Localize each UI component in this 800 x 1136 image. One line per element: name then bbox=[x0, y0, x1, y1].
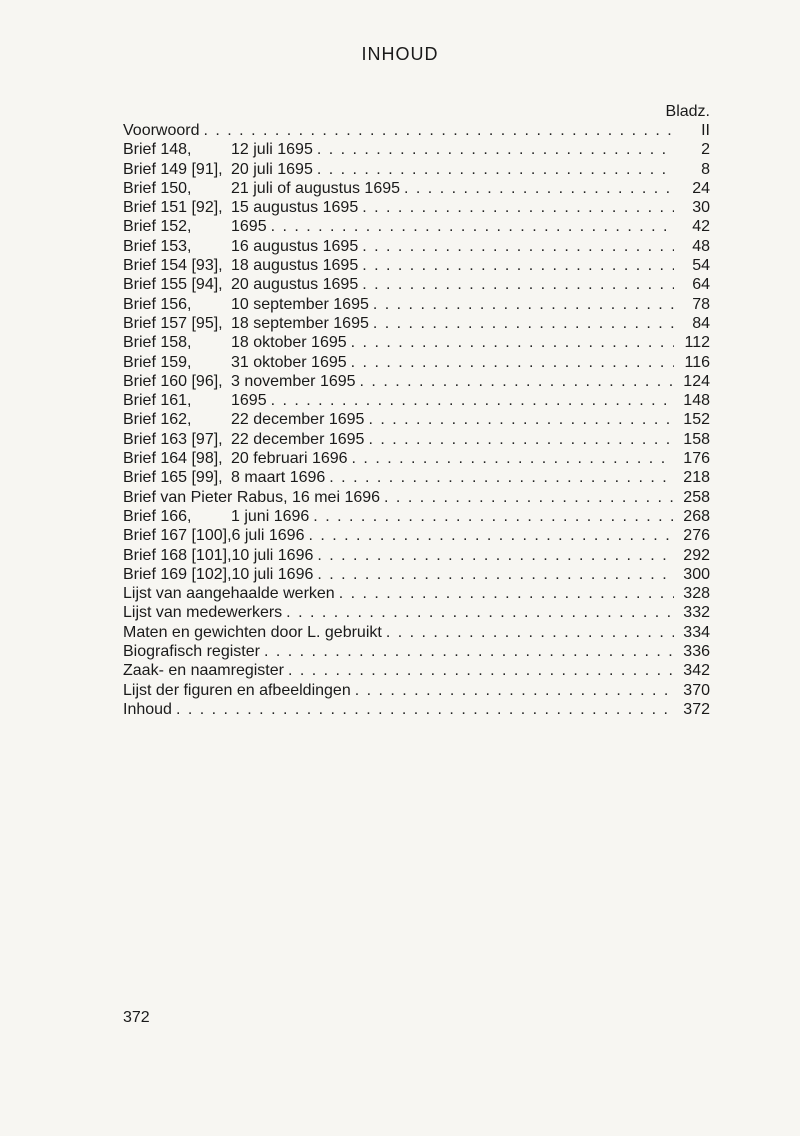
toc-dot-leader bbox=[176, 700, 674, 719]
toc-entry-text: 31 oktober 1695 bbox=[231, 353, 347, 371]
toc-entry-page: 152 bbox=[683, 411, 710, 429]
toc-entry-text: 6 juli 1696 bbox=[231, 527, 305, 545]
toc-dot-leader bbox=[368, 410, 674, 429]
toc-dot-leader bbox=[329, 468, 674, 487]
toc-entry-text: 1695 bbox=[231, 218, 267, 236]
toc-entry-letter-number: Brief 160 [96], bbox=[123, 372, 223, 390]
toc-dot-leader bbox=[204, 121, 675, 140]
toc-entry-text: 10 september 1695 bbox=[231, 295, 369, 313]
toc-entry-label bbox=[123, 526, 304, 545]
toc-entry-label bbox=[123, 700, 172, 719]
toc-entry-page: 328 bbox=[683, 585, 710, 603]
toc-entry-label bbox=[123, 410, 364, 429]
toc-entry-label bbox=[123, 546, 313, 565]
toc-entry-page: 158 bbox=[683, 430, 710, 448]
toc-dot-leader bbox=[373, 314, 674, 333]
toc-entry-text: Brief van Pieter Rabus, 16 mei 1696 bbox=[123, 488, 381, 506]
toc-entry-page: 30 bbox=[692, 199, 710, 217]
toc-entry bbox=[123, 430, 710, 449]
toc-entry-label bbox=[123, 121, 200, 140]
toc-entry bbox=[123, 623, 710, 642]
toc-entry-text: 20 augustus 1695 bbox=[231, 276, 359, 294]
toc-entry-text: Lijst van medewerkers bbox=[123, 604, 283, 622]
toc-entry-label bbox=[123, 295, 369, 314]
toc-entry-page: 332 bbox=[683, 604, 710, 622]
toc-dot-leader bbox=[308, 526, 674, 545]
toc-entry-label bbox=[123, 275, 358, 294]
toc-entry-letter-number: Brief 158, bbox=[123, 334, 192, 352]
toc-entry-letter-number: Brief 151 [92], bbox=[123, 199, 223, 217]
toc-entry bbox=[123, 661, 710, 680]
toc-entry bbox=[123, 121, 710, 140]
page-column-header: Bladz. bbox=[665, 103, 710, 120]
toc-dot-leader bbox=[286, 603, 674, 622]
toc-entry bbox=[123, 179, 710, 198]
toc-dot-leader bbox=[384, 488, 674, 507]
toc-entry bbox=[123, 140, 710, 159]
toc-entry-letter-number: Brief 150, bbox=[123, 179, 192, 197]
toc-entry-text: Lijst der figuren en afbeeldingen bbox=[123, 681, 351, 699]
toc-dot-leader bbox=[352, 449, 674, 468]
toc-entry-page: 64 bbox=[692, 276, 710, 294]
toc-entry-label bbox=[123, 623, 382, 642]
toc-entry-label bbox=[123, 353, 347, 372]
toc-entry-label bbox=[123, 391, 267, 410]
toc-entry-label bbox=[123, 217, 267, 236]
toc-entry-text: 21 juli of augustus 1695 bbox=[231, 179, 401, 197]
toc-entry-text: 1695 bbox=[231, 392, 267, 410]
toc-entry-page: 8 bbox=[701, 160, 710, 178]
toc-entry-page: 342 bbox=[683, 662, 710, 680]
toc-entry-page: 336 bbox=[683, 643, 710, 661]
toc-entry-text: 16 augustus 1695 bbox=[231, 237, 359, 255]
toc-entry-label bbox=[123, 430, 364, 449]
toc-entry bbox=[123, 333, 710, 352]
toc-entry bbox=[123, 700, 710, 719]
toc-entry-page: 218 bbox=[683, 469, 710, 487]
toc-entry-text: 22 december 1695 bbox=[231, 430, 365, 448]
toc-dot-leader bbox=[339, 584, 674, 603]
toc-entry bbox=[123, 198, 710, 217]
toc-entry-text: 18 augustus 1695 bbox=[231, 257, 359, 275]
toc-entry-label bbox=[123, 584, 335, 603]
toc-entry-letter-number: Brief 152, bbox=[123, 218, 192, 236]
toc-entry-page: 42 bbox=[692, 218, 710, 236]
toc-entry-page: 258 bbox=[683, 488, 710, 506]
toc-entry-label bbox=[123, 661, 284, 680]
toc-entry-page: 2 bbox=[701, 141, 710, 159]
toc-entry-text: 18 oktober 1695 bbox=[231, 334, 347, 352]
toc-dot-leader bbox=[317, 140, 674, 159]
toc-entry-text: 15 augustus 1695 bbox=[231, 199, 359, 217]
toc-entry-text: 10 juli 1696 bbox=[231, 546, 314, 564]
toc-entry-label bbox=[123, 314, 369, 333]
toc-dot-leader bbox=[404, 179, 674, 198]
table-of-contents bbox=[123, 121, 710, 719]
toc-dot-leader bbox=[317, 565, 674, 584]
toc-entry-label bbox=[123, 488, 380, 507]
toc-dot-leader bbox=[362, 198, 674, 217]
toc-entry-label bbox=[123, 256, 358, 275]
toc-entry-text: Zaak- en naamregister bbox=[123, 662, 284, 680]
toc-entry-page: 24 bbox=[692, 179, 710, 197]
toc-entry-text: 18 september 1695 bbox=[231, 314, 369, 332]
toc-dot-leader bbox=[368, 430, 674, 449]
toc-entry bbox=[123, 468, 710, 487]
toc-entry-letter-number: Brief 167 [100], bbox=[123, 527, 232, 545]
toc-entry bbox=[123, 410, 710, 429]
toc-entry-label bbox=[123, 449, 348, 468]
toc-entry-text: 20 februari 1696 bbox=[231, 450, 348, 468]
page-title: INHOUD bbox=[361, 44, 439, 64]
toc-entry-label bbox=[123, 468, 325, 487]
toc-entry-page: 84 bbox=[692, 314, 710, 332]
toc-entry-text: 12 juli 1695 bbox=[231, 141, 313, 159]
toc-entry-label bbox=[123, 372, 356, 391]
toc-dot-leader bbox=[313, 507, 674, 526]
toc-entry-text: Maten en gewichten door L. gebruikt bbox=[123, 623, 382, 641]
toc-entry-label bbox=[123, 603, 282, 622]
toc-entry-page: 292 bbox=[683, 546, 710, 564]
toc-entry bbox=[123, 314, 710, 333]
toc-dot-leader bbox=[317, 160, 674, 179]
toc-dot-leader bbox=[288, 661, 674, 680]
toc-entry-label bbox=[123, 140, 313, 159]
toc-entry bbox=[123, 217, 710, 236]
toc-entry bbox=[123, 584, 710, 603]
toc-entry-page: 124 bbox=[683, 372, 710, 390]
toc-entry-text: 10 juli 1696 bbox=[231, 565, 314, 583]
toc-entry bbox=[123, 237, 710, 256]
toc-entry-page: 372 bbox=[683, 700, 710, 718]
toc-entry-page: 148 bbox=[683, 392, 710, 410]
toc-entry bbox=[123, 507, 710, 526]
toc-entry-page: 78 bbox=[692, 295, 710, 313]
toc-entry-label bbox=[123, 565, 313, 584]
toc-dot-leader bbox=[362, 275, 674, 294]
toc-entry-letter-number: Brief 159, bbox=[123, 353, 192, 371]
toc-entry bbox=[123, 372, 710, 391]
toc-entry bbox=[123, 295, 710, 314]
toc-entry-page: 334 bbox=[683, 623, 710, 641]
toc-entry-page: 370 bbox=[683, 681, 710, 699]
toc-entry-text: 1 juni 1696 bbox=[231, 507, 310, 525]
toc-entry-page: 276 bbox=[683, 527, 710, 545]
toc-entry-letter-number: Brief 156, bbox=[123, 295, 192, 313]
toc-dot-leader bbox=[271, 217, 674, 236]
toc-entry-letter-number: Brief 162, bbox=[123, 411, 192, 429]
toc-entry-letter-number: Brief 169 [102], bbox=[123, 565, 232, 583]
toc-entry bbox=[123, 526, 710, 545]
toc-entry bbox=[123, 449, 710, 468]
toc-entry bbox=[123, 603, 710, 622]
toc-entry-label bbox=[123, 237, 358, 256]
toc-entry-page: 54 bbox=[692, 257, 710, 275]
toc-entry-letter-number: Brief 153, bbox=[123, 237, 192, 255]
toc-entry-text: Biografisch register bbox=[123, 643, 260, 661]
toc-entry-letter-number: Brief 154 [93], bbox=[123, 257, 223, 275]
toc-entry-letter-number: Brief 155 [94], bbox=[123, 276, 223, 294]
toc-entry bbox=[123, 642, 710, 661]
toc-dot-leader bbox=[351, 353, 674, 372]
toc-entry-letter-number: Brief 165 [99], bbox=[123, 469, 223, 487]
toc-entry-letter-number: Brief 161, bbox=[123, 392, 192, 410]
toc-entry bbox=[123, 275, 710, 294]
toc-entry bbox=[123, 488, 710, 507]
toc-dot-leader bbox=[362, 256, 674, 275]
toc-entry-label bbox=[123, 681, 351, 700]
toc-entry-text: 20 juli 1695 bbox=[231, 160, 313, 178]
toc-entry-label bbox=[123, 198, 358, 217]
toc-dot-leader bbox=[271, 391, 674, 410]
toc-entry-text: 3 november 1695 bbox=[231, 372, 356, 390]
toc-dot-leader bbox=[317, 546, 674, 565]
toc-entry-page: 48 bbox=[692, 237, 710, 255]
toc-entry bbox=[123, 391, 710, 410]
toc-dot-leader bbox=[355, 681, 674, 700]
toc-entry-letter-number: Brief 164 [98], bbox=[123, 450, 223, 468]
toc-entry-label bbox=[123, 179, 400, 198]
toc-entry-text: 22 december 1695 bbox=[231, 411, 365, 429]
toc-entry-label bbox=[123, 160, 313, 179]
toc-entry-text: Inhoud bbox=[123, 700, 172, 718]
toc-entry bbox=[123, 565, 710, 584]
toc-dot-leader bbox=[373, 295, 674, 314]
toc-entry-letter-number: Brief 168 [101], bbox=[123, 546, 232, 564]
toc-entry-page: 176 bbox=[683, 450, 710, 468]
toc-entry-text: Lijst van aangehaalde werken bbox=[123, 585, 335, 603]
toc-entry-letter-number: Brief 149 [91], bbox=[123, 160, 223, 178]
toc-entry-page: 112 bbox=[684, 334, 710, 352]
toc-dot-leader bbox=[360, 372, 674, 391]
toc-entry-page: 300 bbox=[683, 565, 710, 583]
toc-dot-leader bbox=[362, 237, 674, 256]
toc-entry-letter-number: Brief 157 [95], bbox=[123, 314, 223, 332]
toc-entry-label bbox=[123, 642, 260, 661]
toc-entry-letter-number: Brief 148, bbox=[123, 141, 192, 159]
toc-entry-letter-number: Brief 163 [97], bbox=[123, 430, 223, 448]
toc-entry bbox=[123, 681, 710, 700]
toc-entry bbox=[123, 546, 710, 565]
toc-dot-leader bbox=[386, 623, 674, 642]
toc-entry-label bbox=[123, 333, 347, 352]
toc-entry bbox=[123, 256, 710, 275]
toc-entry-page: II bbox=[701, 122, 710, 139]
toc-dot-leader bbox=[351, 333, 674, 352]
toc-entry-label bbox=[123, 507, 309, 526]
toc-dot-leader bbox=[264, 642, 674, 661]
toc-entry-text: Voorwoord bbox=[123, 122, 200, 139]
toc-entry-page: 268 bbox=[683, 507, 710, 525]
page-number: 372 bbox=[123, 1009, 150, 1026]
toc-entry bbox=[123, 160, 710, 179]
toc-entry-letter-number: Brief 166, bbox=[123, 507, 192, 525]
toc-entry-text: 8 maart 1696 bbox=[231, 469, 326, 487]
toc-entry-page: 116 bbox=[684, 353, 710, 371]
toc-entry bbox=[123, 353, 710, 372]
